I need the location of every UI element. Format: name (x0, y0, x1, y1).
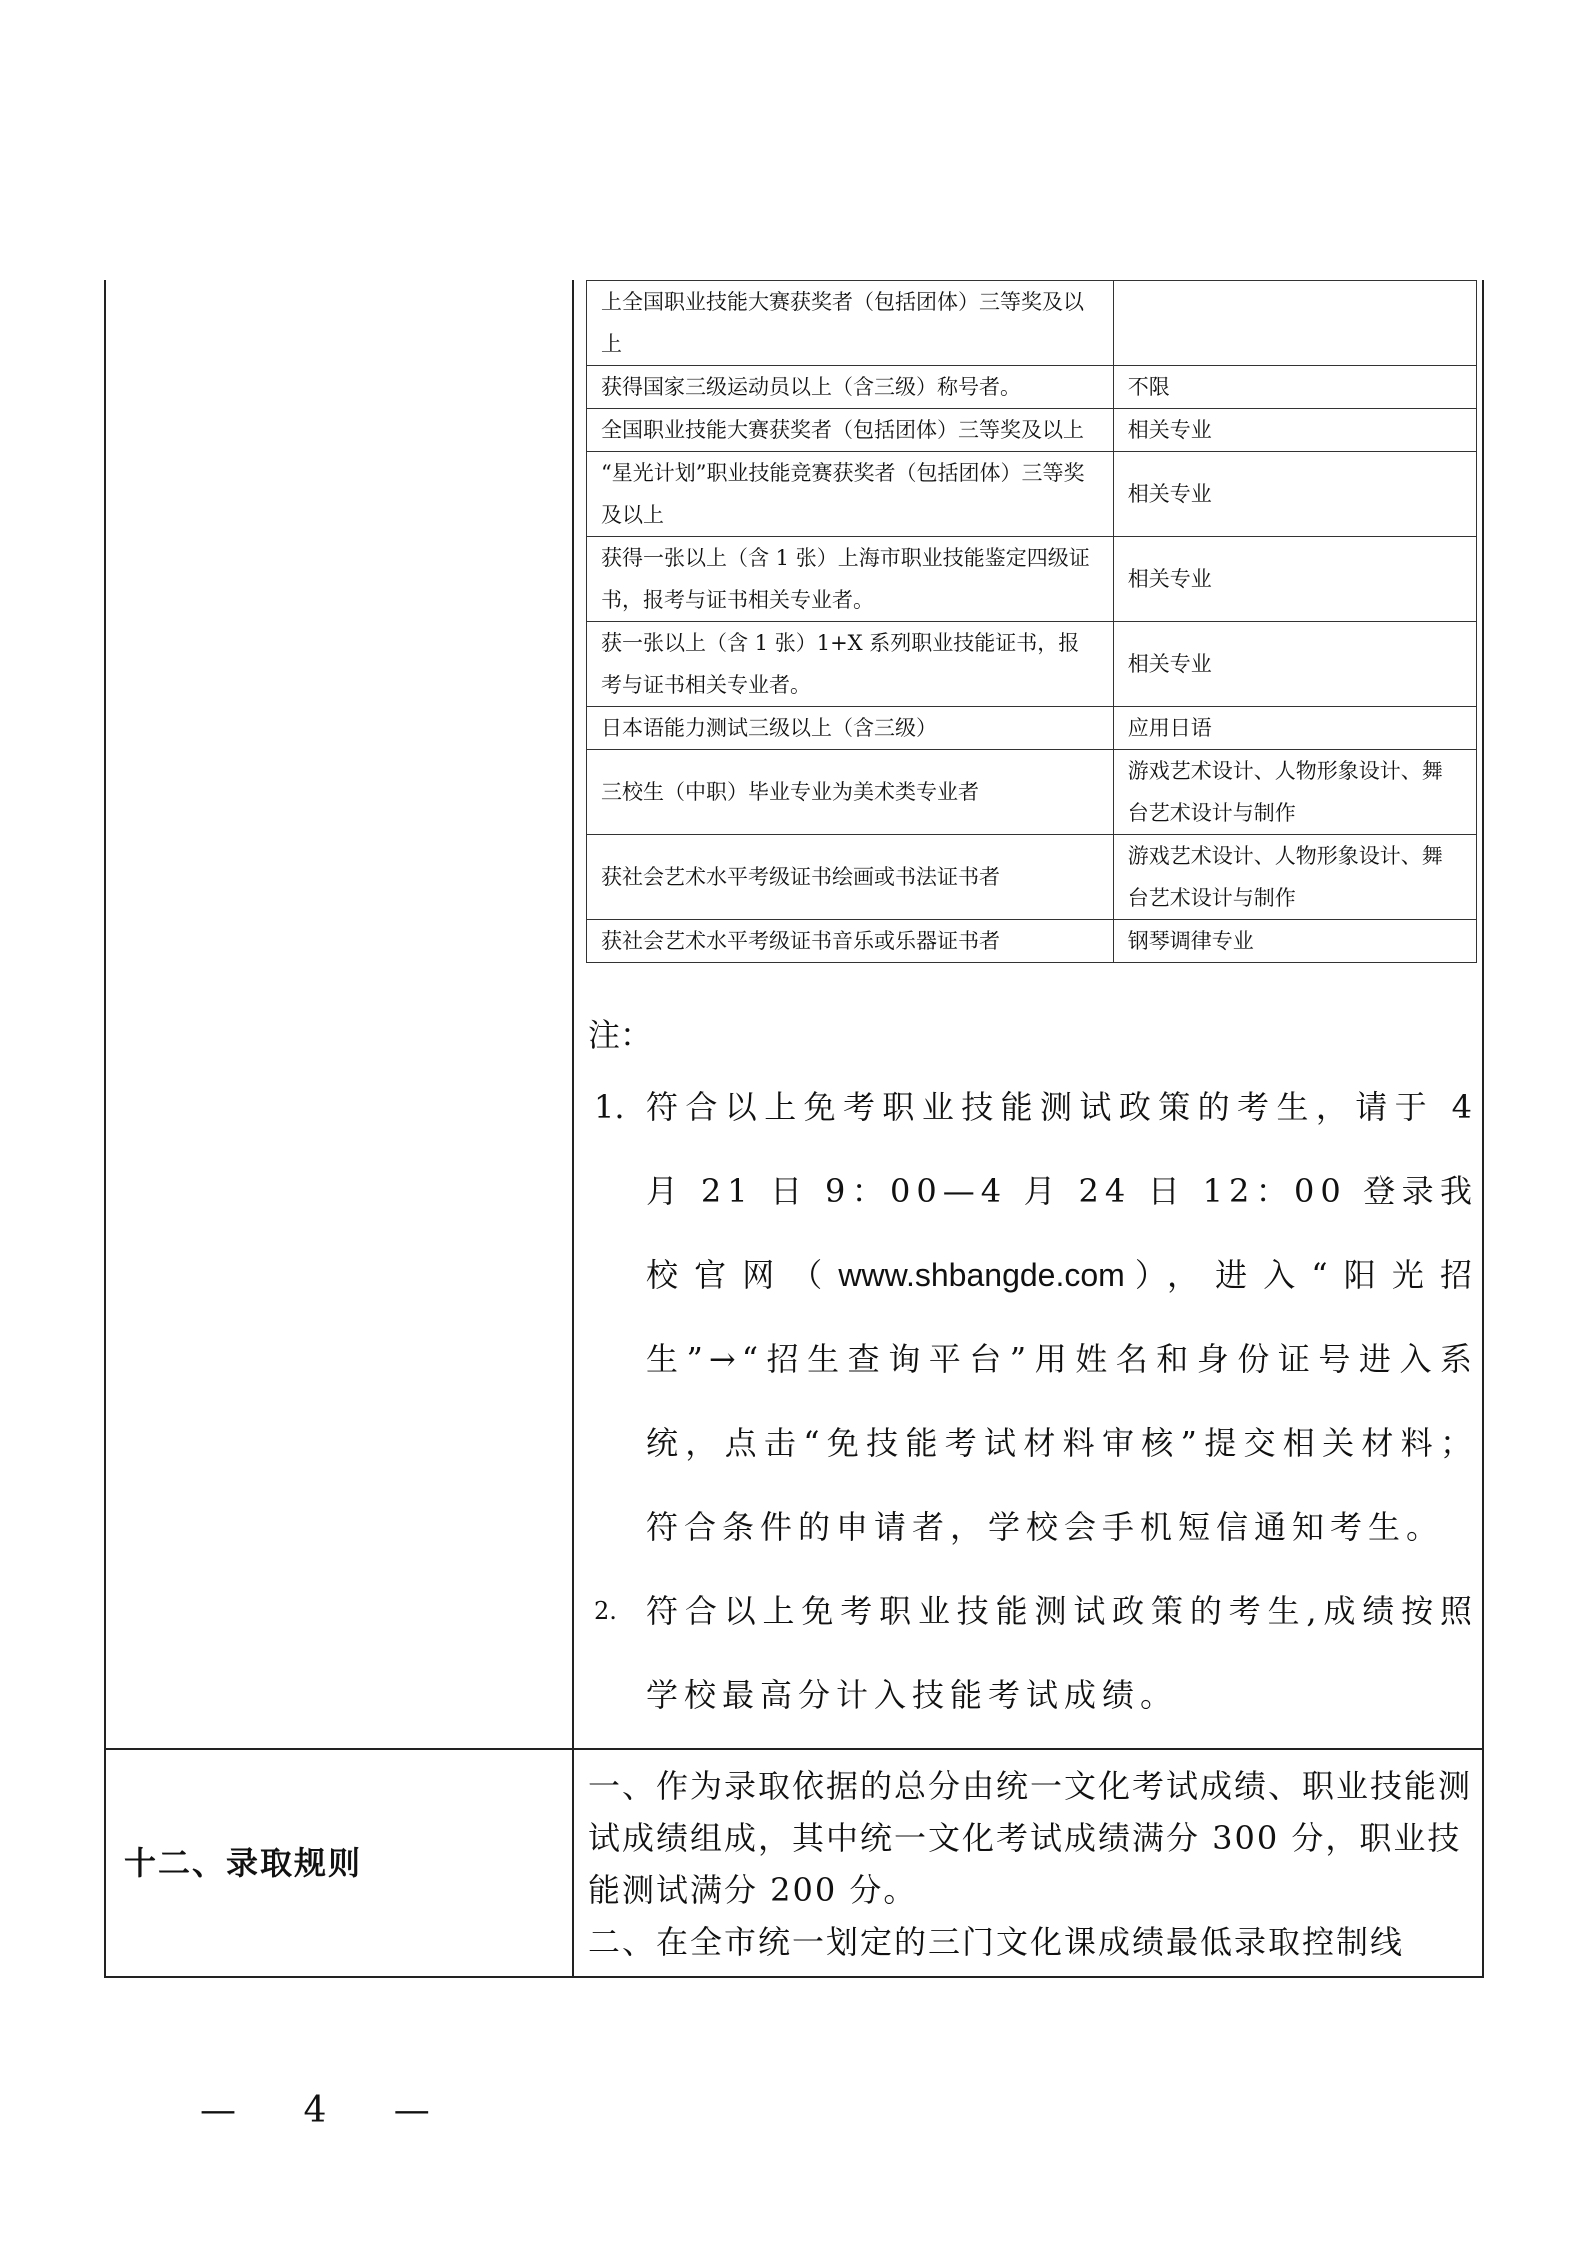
notes-heading: 注： (588, 1016, 653, 1054)
column-divider (572, 280, 574, 1748)
admission-rules-row (106, 1748, 1482, 1976)
criteria-condition: 获社会艺术水平考级证书音乐或乐器证书者 (587, 920, 1114, 963)
criteria-condition: 获得一张以上（含 1 张）上海市职业技能鉴定四级证书，报考与证书相关专业者。 (587, 537, 1114, 622)
note-text-1b: ），进入“阳光招生”→“招生查询平台”用姓名和身份证号进入系统，点击“免技能考试材料审核”提交相关材料；符合条件的申请者，学校会手机短信通知考生。 (646, 1256, 1478, 1546)
note-item-2 (588, 1569, 1478, 1737)
criteria-row (587, 707, 1477, 750)
criteria-row (587, 409, 1477, 452)
policy-table (104, 280, 1484, 1978)
criteria-scope: 相关专业 (1113, 537, 1476, 622)
website-link[interactable]: www.shbangde.com (838, 1257, 1125, 1293)
criteria-scope: 相关专业 (1113, 622, 1476, 707)
criteria-row (587, 835, 1477, 920)
rules-paragraph-1: 一、作为录取依据的总分由统一文化考试成绩、职业技能测试成绩组成，其中统一文化考试成绩满分 300 分，职业技能测试满分 200 分。 (588, 1767, 1473, 1909)
criteria-scope: 应用日语 (1113, 707, 1476, 750)
criteria-scope: 游戏艺术设计、人物形象设计、舞台艺术设计与制作 (1113, 835, 1476, 920)
criteria-condition: 上全国职业技能大赛获奖者（包括团体）三等奖及以上 (587, 281, 1114, 366)
note-number-2: 2. (594, 1597, 617, 1625)
note-text-1a: 符合以上免考职业技能测试政策的考生，请于 4 月 21 日 9：00—4 月 24 日 12：00 登录我校官网（ (646, 1088, 1478, 1294)
admission-rules-text (588, 1760, 1476, 1968)
criteria-condition: “星光计划”职业技能竞赛获奖者（包括团体）三等奖及以上 (587, 452, 1114, 537)
criteria-scope: 不限 (1113, 366, 1476, 409)
criteria-scope: 游戏艺术设计、人物形象设计、舞台艺术设计与制作 (1113, 750, 1476, 835)
criteria-scope: 钢琴调律专业 (1113, 920, 1476, 963)
criteria-condition: 获一张以上（含 1 张）1+X 系列职业技能证书，报考与证书相关专业者。 (587, 622, 1114, 707)
criteria-condition: 全国职业技能大赛获奖者（包括团体）三等奖及以上 (587, 409, 1114, 452)
criteria-scope (1113, 281, 1476, 366)
note-text-2: 符合以上免考职业技能测试政策的考生,成绩按照学校最高分计入技能考试成绩。 (646, 1592, 1478, 1714)
note-item-1 (588, 1065, 1478, 1569)
column-divider (572, 1750, 574, 1976)
exemption-row (106, 280, 1482, 1748)
criteria-row (587, 366, 1477, 409)
criteria-condition: 获社会艺术水平考级证书绘画或书法证书者 (587, 835, 1114, 920)
criteria-row (587, 622, 1477, 707)
criteria-condition: 三校生（中职）毕业专业为美术类专业者 (587, 750, 1114, 835)
criteria-row (587, 750, 1477, 835)
note-number-1: 1. (594, 1088, 625, 1126)
criteria-scope: 相关专业 (1113, 452, 1476, 537)
rules-paragraph-2: 二、在全市统一划定的三门文化课成绩最低录取控制线 (588, 1923, 1405, 1961)
criteria-row (587, 281, 1477, 366)
criteria-condition: 日本语能力测试三级以上（含三级） (587, 707, 1114, 750)
criteria-row (587, 452, 1477, 537)
admission-rules-label: 十二、录取规则 (124, 1844, 363, 1882)
criteria-row (587, 537, 1477, 622)
notes-section (588, 1005, 1478, 1737)
page-number: — 4 — (200, 2090, 458, 2131)
criteria-table (586, 280, 1477, 963)
criteria-scope: 相关专业 (1113, 409, 1476, 452)
criteria-condition: 获得国家三级运动员以上（含三级）称号者。 (587, 366, 1114, 409)
criteria-row (587, 920, 1477, 963)
